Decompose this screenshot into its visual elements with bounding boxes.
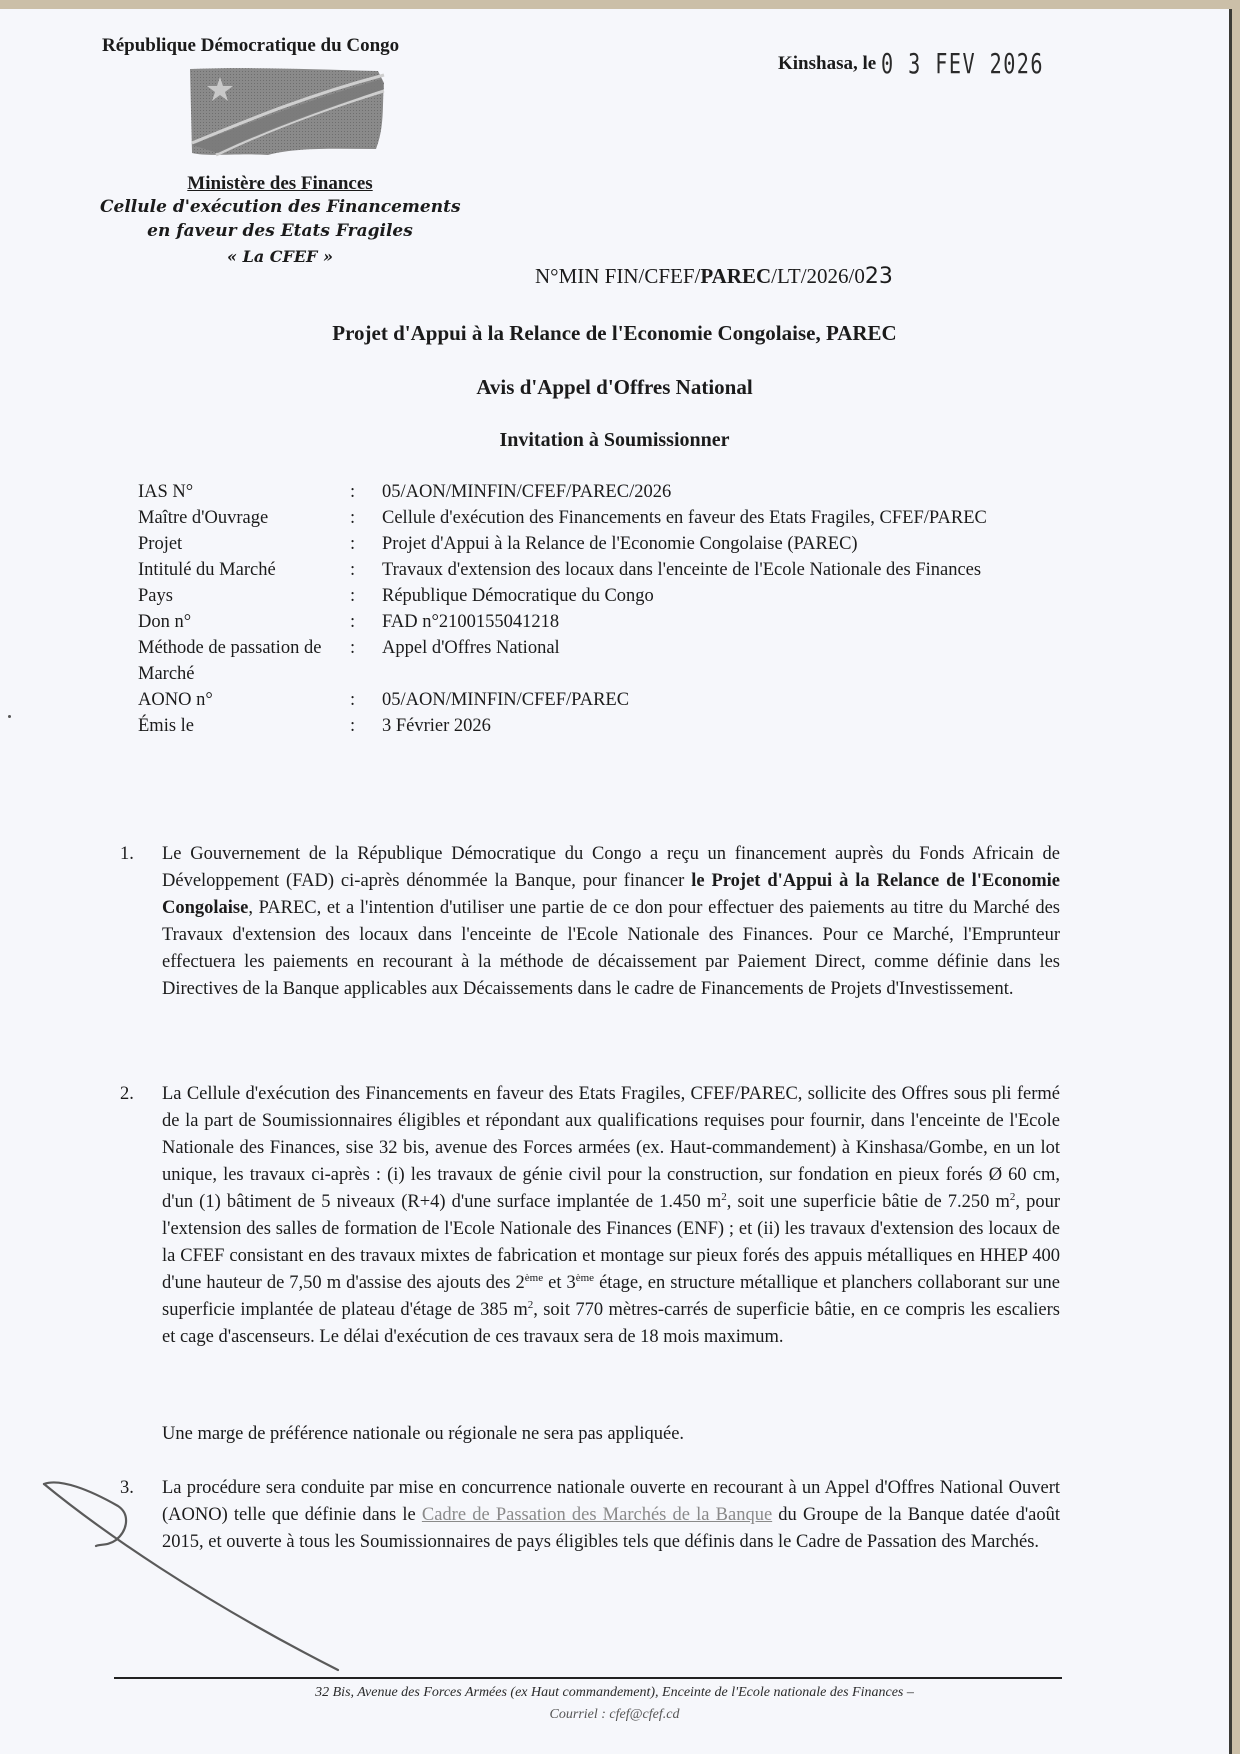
info-row-owner [138,505,1060,531]
date-line [778,47,1107,80]
paragraph-3 [120,1475,1060,1556]
cell-name-line-1: Cellule d'exécution des Financements [100,197,461,217]
info-table [138,479,1060,739]
info-colon: : [350,612,356,632]
document-page [0,9,1232,1754]
procurement-framework-link[interactable]: Cadre de Passation des Marchés de la Banque [421,1505,773,1525]
superscript: 2 [1009,1191,1016,1203]
info-colon: : [350,534,356,554]
info-label: IAS N° [138,482,194,502]
info-label: AONO n° [138,690,213,710]
info-colon: : [350,482,356,502]
paragraph-number: 3. [120,1478,134,1498]
info-colon: : [350,508,356,528]
preference-note: Une marge de préférence nationale ou régionale ne sera pas appliquée. [162,1424,685,1444]
info-value: République Démocratique du Congo [382,586,654,606]
text-run: et 3 [543,1273,576,1293]
text-run: étage, en structure métallique et planchers collaborant sur une superficie implantée de plateau d'étage de 385 m [162,1273,1060,1320]
ref-handwritten-number: 23 [864,264,893,289]
info-row-contract-title [138,557,1060,583]
info-label: Émis le [138,716,195,736]
text-run: , pour l'extension des salles de formation de l'Ecole Nationale des Finances (ENF) ; et (ii) les travaux d'extension des locaux de la CFEF consistant en des travaux mixtes de fabrication et montage sur pieux forés des appuis métalliques en HHEP 400 d'une hauteur de 7,50 m d'assise des ajouts des 2 [162,1192,1060,1293]
info-row-ias [138,479,1060,505]
info-value: Appel d'Offres National [382,638,560,658]
info-value: 05/AON/MINFIN/CFEF/PAREC/2026 [382,482,672,502]
footer-email: Courriel : cfef@cfef.cd [549,1707,680,1722]
paragraph-1 [120,841,1060,1003]
superscript: 2 [721,1191,727,1203]
superscript: ème [575,1272,595,1284]
info-label: Méthode de passation de Marché [138,638,322,684]
ref-part-1: N°MIN FIN/CFEF/ [535,264,701,288]
info-value: Travaux d'extension des locaux dans l'enceinte de l'Ecole Nationale des Finances [382,560,982,580]
superscript: ème [524,1272,544,1284]
paragraph-text [162,841,1060,1003]
text-run: du Groupe de la Banque datée d'août 2015, et ouverte à tous les Soumissionnaires de pays éligibles tels que définis dans le Cadre de Passation des Marchés. [162,1505,1060,1552]
text-run: , PAREC, et a l'intention d'utiliser une partie de ce don pour effectuer des paiements au titre du Marché des Travaux d'extension des locaux dans l'enceinte de l'Ecole Nationale des Finances. Pour ce Marché, l'Emprunteur effectuera les paiements en recourant à la méthode de décaissement par Paiement Direct, comme définie dans les Directives de la Banque applicables aux Décaissements dans le cadre de Financements de Projets d'Investissement. [162,898,1060,999]
info-row-method [138,635,1060,687]
date-stamp: 0 3 FEV 2026 [880,47,1044,80]
paragraph-text [162,1081,1060,1351]
project-heading: Projet d'Appui à la Relance de l'Economie Congolaise, PAREC [332,321,897,345]
invitation-heading: Invitation à Soumissionner [499,429,730,451]
info-colon: : [350,586,356,606]
paragraph-2 [120,1081,1060,1351]
footer-address: 32 Bis, Avenue des Forces Armées (ex Haut commandement), Enceinte de l'Ecole nationale des Finances – [315,1685,914,1700]
info-row-grant [138,609,1060,635]
info-colon: : [350,638,356,658]
cell-name-line-2: en faveur des Etats Fragiles [147,221,413,241]
scan-speck [8,715,11,718]
reference-number [535,264,893,289]
info-row-issued [138,713,1060,739]
text-run-bold: le Projet d'Appui à la Relance de l'Economie Congolaise [162,871,1060,918]
text-run: La procédure sera conduite par mise en concurrence nationale ouverte en recourant à un Appel d'Offres National Ouvert (AONO) telle que définie dans le [162,1478,1060,1525]
superscript: 2 [527,1299,534,1311]
info-label: Pays [138,586,173,606]
info-value: Projet d'Appui à la Relance de l'Economie Congolaise (PAREC) [382,534,858,554]
ref-part-2: /LT/2026/0 [771,264,865,288]
info-value: 05/AON/MINFIN/CFEF/PAREC [382,690,630,710]
date-prefix: Kinshasa, le [778,53,877,74]
info-value: FAD n°2100155041218 [382,612,560,632]
notice-heading: Avis d'Appel d'Offres National [476,375,753,399]
text-run: , soit 770 mètres-carrés de superficie bâtie, en ce compris les escaliers et cage d'ascenseurs. Le délai d'exécution de ces travaux sera de 18 mois maximum. [162,1300,1060,1347]
info-value: Cellule d'exécution des Financements en faveur des Etats Fragiles, CFEF/PAREC [382,508,987,528]
footer-divider [114,1677,1062,1679]
drc-flag-icon [188,65,388,157]
info-colon: : [350,560,356,580]
text-run: Le Gouvernement de la République Démocratique du Congo a reçu un financement auprès du Fonds Africain de Développement (FAD) ci-après dénommée la Banque, pour financer [162,844,1060,891]
info-colon: : [350,690,356,710]
info-value: 3 Février 2026 [382,716,491,736]
text-run: , soit une superficie bâtie de 7.250 m [726,1192,1010,1212]
paragraph-text [162,1475,1060,1556]
paragraph-number: 2. [120,1084,134,1104]
info-row-country [138,583,1060,609]
info-label: Maître d'Ouvrage [138,508,269,528]
paragraph-number: 1. [120,844,134,864]
text-run: La Cellule d'exécution des Financements en faveur des Etats Fragiles, CFEF/PAREC, sollicite des Offres sous pli fermé de la part de Soumissionnaires éligibles et répondant aux qualifications requises pour fournir, dans l'enceinte de l'Ecole Nationale des Finances, sise 32 bis, avenue des Forces armées (ex. Haut-commandement) à Kinshasa/Gombe, en un lot unique, les travaux ci-après : (i) les travaux de génie civil pour la construction, sur fondation en pieux forés Ø 60 cm, d'un (1) bâtiment de 5 niveaux (R+4) d'une surface implantée de 1.450 m [162,1084,1060,1212]
info-label: Don n° [138,612,192,632]
info-label: Projet [138,534,183,554]
info-colon: : [350,716,356,736]
ministry-name: Ministère des Finances [187,173,373,194]
info-row-project [138,531,1060,557]
info-row-aono [138,687,1060,713]
ref-part-bold: PAREC [700,264,772,288]
cell-acronym: « La CFEF » [227,247,333,266]
info-label: Intitulé du Marché [138,560,276,580]
letterhead-country: République Démocratique du Congo [102,35,400,56]
